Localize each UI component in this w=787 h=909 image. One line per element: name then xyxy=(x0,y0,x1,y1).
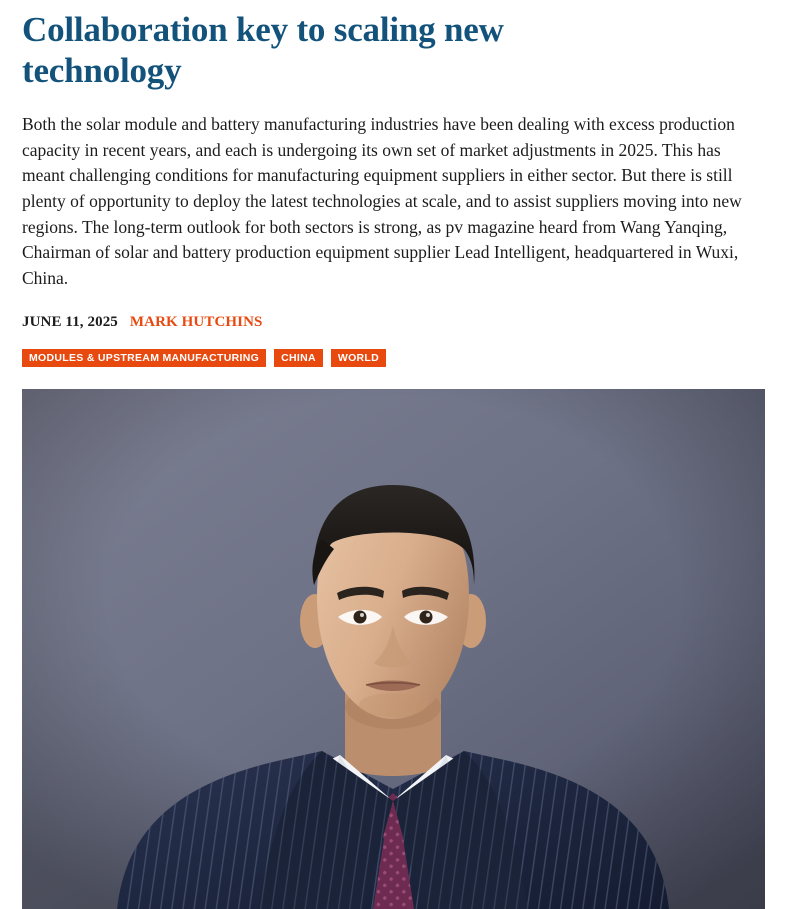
portrait-illustration xyxy=(22,389,765,909)
tag-modules-upstream-manufacturing[interactable]: MODULES & UPSTREAM MANUFACTURING xyxy=(22,349,266,368)
byline xyxy=(22,314,765,331)
tag-china[interactable]: CHINA xyxy=(274,349,323,368)
publish-date: JUNE 11, 2025 xyxy=(22,313,118,330)
tag-world[interactable]: WORLD xyxy=(331,349,386,368)
page-title: Collaboration key to scaling new technology xyxy=(22,10,504,90)
article-standfirst: Both the solar module and battery manufacturing industries have been dealing with excess production capacity in recent years, and each is undergoing its own set of market adjustments in 2025. This has meant challenging conditions for manufacturing equipment suppliers in either sector. But there is still plenty of opportunity to deploy the latest technologies at scale, and to assist suppliers moving into new regions. The long-term outlook for both sectors is strong, as pv magazine heard from Wang Yanqing, Chairman of solar and battery production equipment supplier Lead Intelligent, headquartered in Wuxi, China. xyxy=(22,113,742,289)
tag-list xyxy=(22,349,765,368)
author-link[interactable]: MARK HUTCHINS xyxy=(129,313,263,330)
article-hero-photo xyxy=(22,389,765,909)
